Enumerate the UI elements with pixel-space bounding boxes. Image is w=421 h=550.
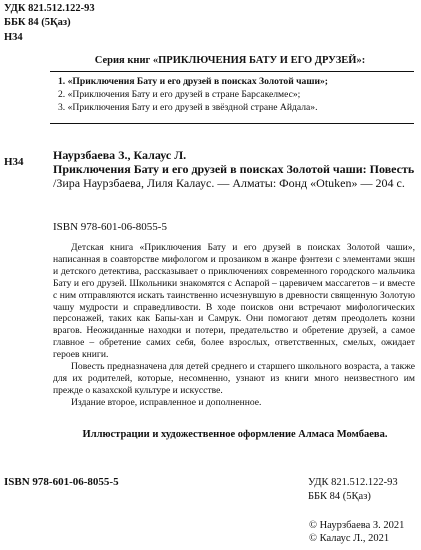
- bbk-code: ББК 84 (5Қаз): [4, 17, 71, 28]
- footer-codes: [308, 476, 398, 503]
- annotation-paragraph: Повесть предназначена для детей среднего и старшего школьного возраста, а также для их родителей, которые, несомненно, узнают из книги много неизвестного им прежде о казахской культуре и искусстве.: [53, 361, 415, 396]
- record-title-rest: /Зира Наурзбаева, Лиля Калаус. — Алматы: Фонд «Otuken» — 204 с.: [53, 176, 405, 191]
- annotation: [53, 242, 415, 409]
- series-rule-top: [50, 71, 414, 72]
- record-authors: Наурзбаева З., Калаус Л.: [53, 148, 187, 162]
- copyright-line: © Наурзбаева З. 2021: [309, 520, 405, 531]
- record-title-bold: Приключения Бату и его друзей в поисках Золотой чаши: Повесть: [53, 162, 415, 177]
- series-item: 3. «Приключения Бату и его друзей в звёздной стране Айдала».: [58, 102, 318, 114]
- record-isbn: ISBN 978-601-06-8055-5: [53, 221, 167, 233]
- record-title: [53, 162, 415, 190]
- copyright-line: © Калаус Л., 2021: [309, 533, 390, 544]
- udk-code: УДК 821.512.122-93: [4, 3, 95, 14]
- annotation-paragraph: Детская книга «Приключения Бату и его друзей в поисках Золотой чаши», написанная в соавторстве мифологом и прозаиком в жанре фэнтези с элементами экшн и детского детектива, рассказывает о приключениях современного городского мальчика Бату и его друзей. Школьники знакомятся с Аспарой – царевичем массагетов – и вместе с ним отправляются искать таинственно исчезнувшую в древности священную Золотую чашу мудрости и справедливости. В ходе поисков они встречают мифологических персонажей, таких как Бапы-хан и Самрук. Они помогают детям преодолеть козни врагов. Неожиданные находки и потери, предательство и обретение друзей, а самое главное – обретение самих себя, более взрослых, ответственных, смелых, ожидает героев книги.: [53, 242, 415, 361]
- bibliographic-record: [53, 148, 415, 191]
- series-title: Серия книг «ПРИКЛЮЧЕНИЯ БАТУ И ЕГО ДРУЗЕЙ»:: [94, 55, 366, 66]
- illustrations-credit: Иллюстрации и художественное оформление Алмаса Момбаева.: [82, 429, 388, 440]
- series-rule-bottom: [50, 123, 414, 124]
- footer-bbk: ББК 84 (5Қаз): [308, 490, 371, 502]
- record-author-mark: Н34: [4, 156, 24, 168]
- series-list: [58, 75, 408, 115]
- annotation-paragraph: Издание второе, исправленное и дополненное.: [71, 396, 262, 408]
- author-mark: Н34: [4, 32, 23, 43]
- footer-udk: УДК 821.512.122-93: [308, 477, 398, 488]
- footer-isbn: ISBN 978-601-06-8055-5: [4, 476, 119, 488]
- copyright-block: [309, 519, 404, 545]
- series-item: 2. «Приключения Бату и его друзей в стране Барсакелмес»;: [58, 89, 301, 101]
- series-item: 1. «Приключения Бату и его друзей в поисках Золотой чаши»;: [58, 76, 328, 87]
